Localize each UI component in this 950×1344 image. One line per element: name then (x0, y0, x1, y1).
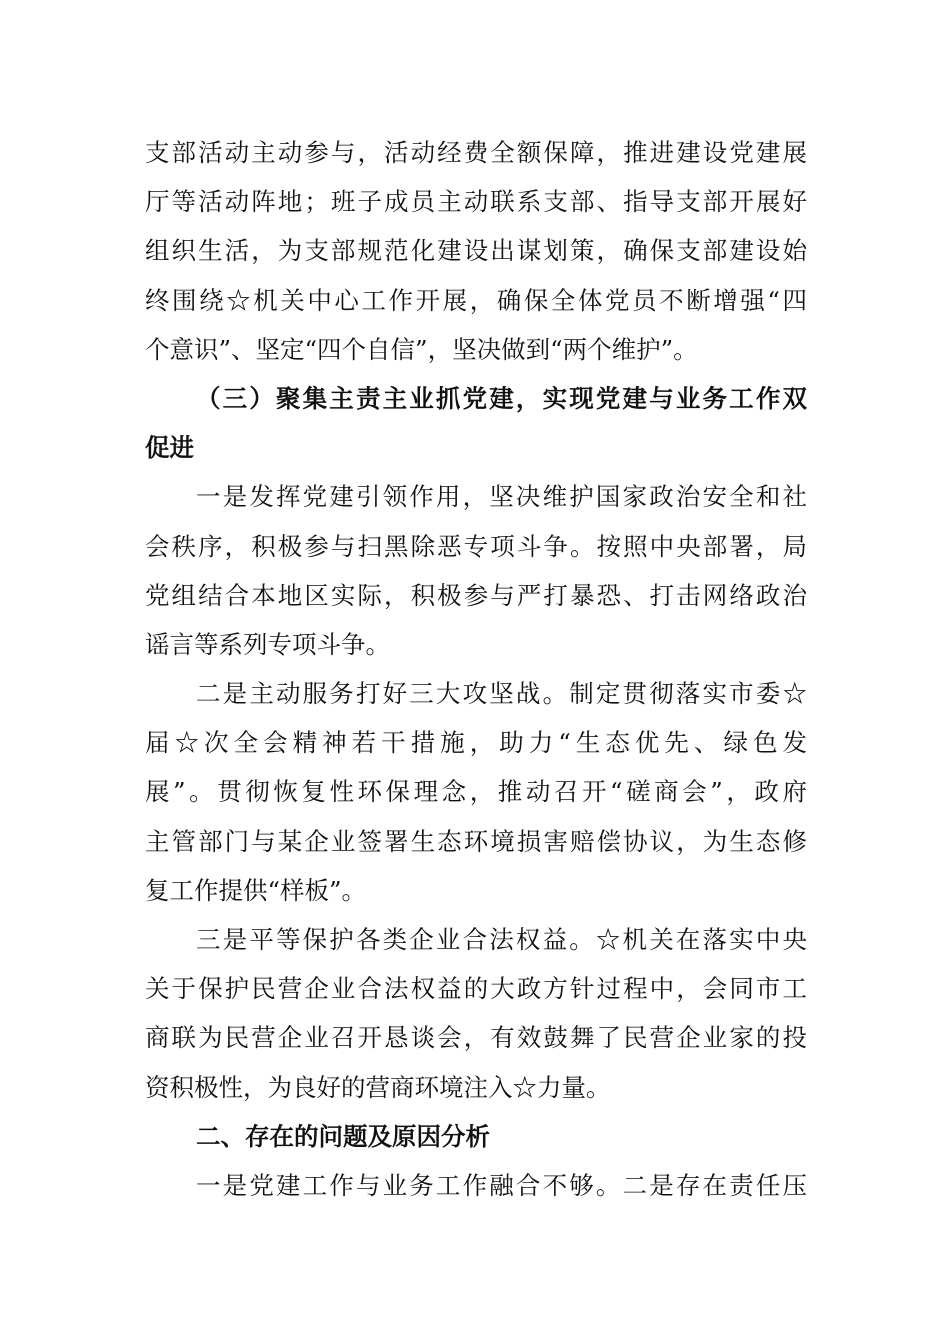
body-line: 谣言等系列专项斗争。 (145, 629, 390, 659)
section-heading-2: 二、存在的问题及原因分析 (196, 1121, 490, 1151)
body-line: 组织生活，为支部规范化建设出谋划策，确保支部建设始 (145, 236, 807, 266)
paragraph-first-line: 一是党建工作与业务工作融合不够。二是存在责任压 (196, 1170, 807, 1200)
section-heading-3: （三）聚集主责主业抓党建，实现党建与业务工作双 (196, 383, 807, 413)
body-line: 支部活动主动参与，活动经费全额保障，推进建设党建展 (145, 138, 807, 167)
body-line: 展”。贯彻恢复性环保理念，推动召开“磋商会”，政府 (145, 777, 807, 807)
paragraph-first-line: 三是平等保护各类企业合法权益。☆机关在落实中央 (196, 925, 807, 954)
section-heading-3-cont: 促进 (145, 433, 194, 463)
paragraph-first-line: 一是发挥党建引领作用，坚决维护国家政治安全和社 (196, 482, 807, 512)
body-line: 届☆次全会精神若干措施，助力“生态优先、绿色发 (145, 728, 807, 758)
body-line: 终围绕☆机关中心工作开展，确保全体党员不断增强“四 (145, 285, 807, 315)
body-line: 个意识”、坚定“四个自信”，坚决做到“两个维护”。 (145, 334, 698, 364)
body-line: 党组结合本地区实际，积极参与严打暴恐、打击网络政治 (145, 580, 807, 610)
body-line: 关于保护民营企业合法权益的大政方针过程中，会同市工 (145, 974, 807, 1004)
body-line: 资积极性，为良好的营商环境注入☆力量。 (145, 1072, 611, 1102)
paragraph-first-line: 二是主动服务打好三大攻坚战。制定贯彻落实市委☆ (196, 679, 807, 709)
document-body (145, 128, 807, 1210)
body-line: 会秩序，积极参与扫黑除恶专项斗争。按照中央部署，局 (145, 531, 807, 561)
body-line: 厅等活动阵地；班子成员主动联系支部、指导支部开展好 (145, 187, 807, 217)
body-line: 主管部门与某企业签署生态环境损害赔偿协议，为生态修 (145, 826, 807, 856)
body-line: 复工作提供“样板”。 (145, 875, 367, 905)
body-line: 商联为民营企业召开恳谈会，有效鼓舞了民营企业家的投 (145, 1023, 807, 1053)
